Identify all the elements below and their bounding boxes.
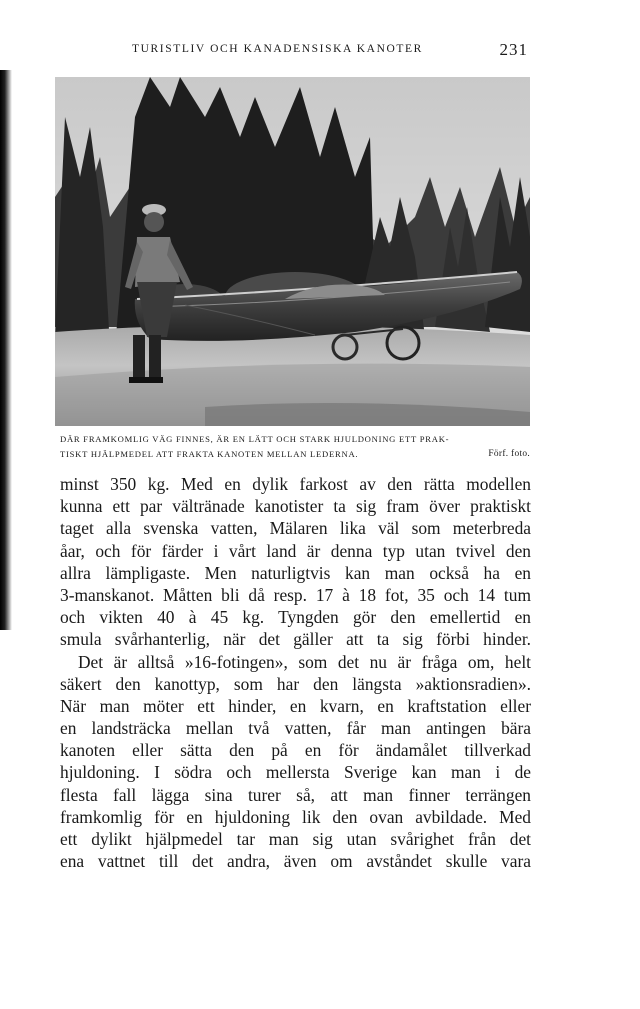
text-line: allra lämpligaste. Men naturligtvis kan man också ha en <box>60 562 531 583</box>
text-line: en landsträcka mellan två vatten, får man antingen bära <box>60 718 531 739</box>
body-text <box>60 473 531 872</box>
photo-credit: Förf. foto. <box>488 449 530 459</box>
running-title: TURISTLIV OCH KANADENSISKA KANOTER <box>132 43 423 55</box>
text-line: flesta fall lägga sina turer så, att man finner terrängen <box>60 784 531 805</box>
photo-illustration <box>55 77 530 426</box>
page-number: 231 <box>499 40 528 59</box>
text-line: kunna ett par vältränade kanotister ta sig fram över praktiskt <box>60 496 531 517</box>
text-line: säkert den kanottyp, som har den längsta »aktionsradien». <box>60 673 531 694</box>
text-line: ena vattnet till det andra, även om avståndet skulle vara <box>60 851 531 872</box>
caption-line-1: DÄR FRAMKOMLIG VÄG FINNES, ÄR EN LÄTT OCH STARK HJULDONING ETT PRAK- <box>60 434 450 444</box>
text-line: Det är alltså »16-fotingen», som det nu är fråga om, helt <box>78 651 531 672</box>
canoe-photograph <box>55 77 530 426</box>
page-binding-shadow <box>0 70 12 630</box>
text-line: 3-manskanot. Måtten bli då resp. 17 à 18 fot, 35 och 14 tum <box>60 584 531 605</box>
text-line: framkomlig för en hjuldoning lik den ovan avbildade. Med <box>60 806 531 827</box>
text-line: minst 350 kg. Med en dylik farkost av den rätta modellen <box>60 474 531 494</box>
running-head <box>60 40 530 63</box>
text-line: taget alla svenska vatten, Mälaren lika väl som meterbreda <box>60 518 531 539</box>
text-line: hjuldoning. I södra och mellersta Sverige kan man i de <box>60 762 531 783</box>
caption-line-2: TISKT HJÄLPMEDEL ATT FRAKTA KANOTEN MELLAN LEDERNA. <box>60 449 359 459</box>
text-line: När man möter ett hinder, en kvarn, en kraftstation eller <box>60 695 531 716</box>
text-line: åar, och för färder i vårt land är denna typ utan tvivel den <box>60 540 531 561</box>
text-line: smula svårhanterlig, när det gäller att ta sig förbi hinder. <box>60 629 531 650</box>
figure-caption <box>60 432 530 462</box>
text-line: och vikten 40 à 45 kg. Tyngden gör den emellertid en <box>60 607 531 628</box>
text-line: ett dylikt hjälpmedel tar man sig utan svårighet från det <box>60 829 531 849</box>
text-line: kanoten eller sätta den på en för ändamålet tillverkad <box>60 740 531 761</box>
